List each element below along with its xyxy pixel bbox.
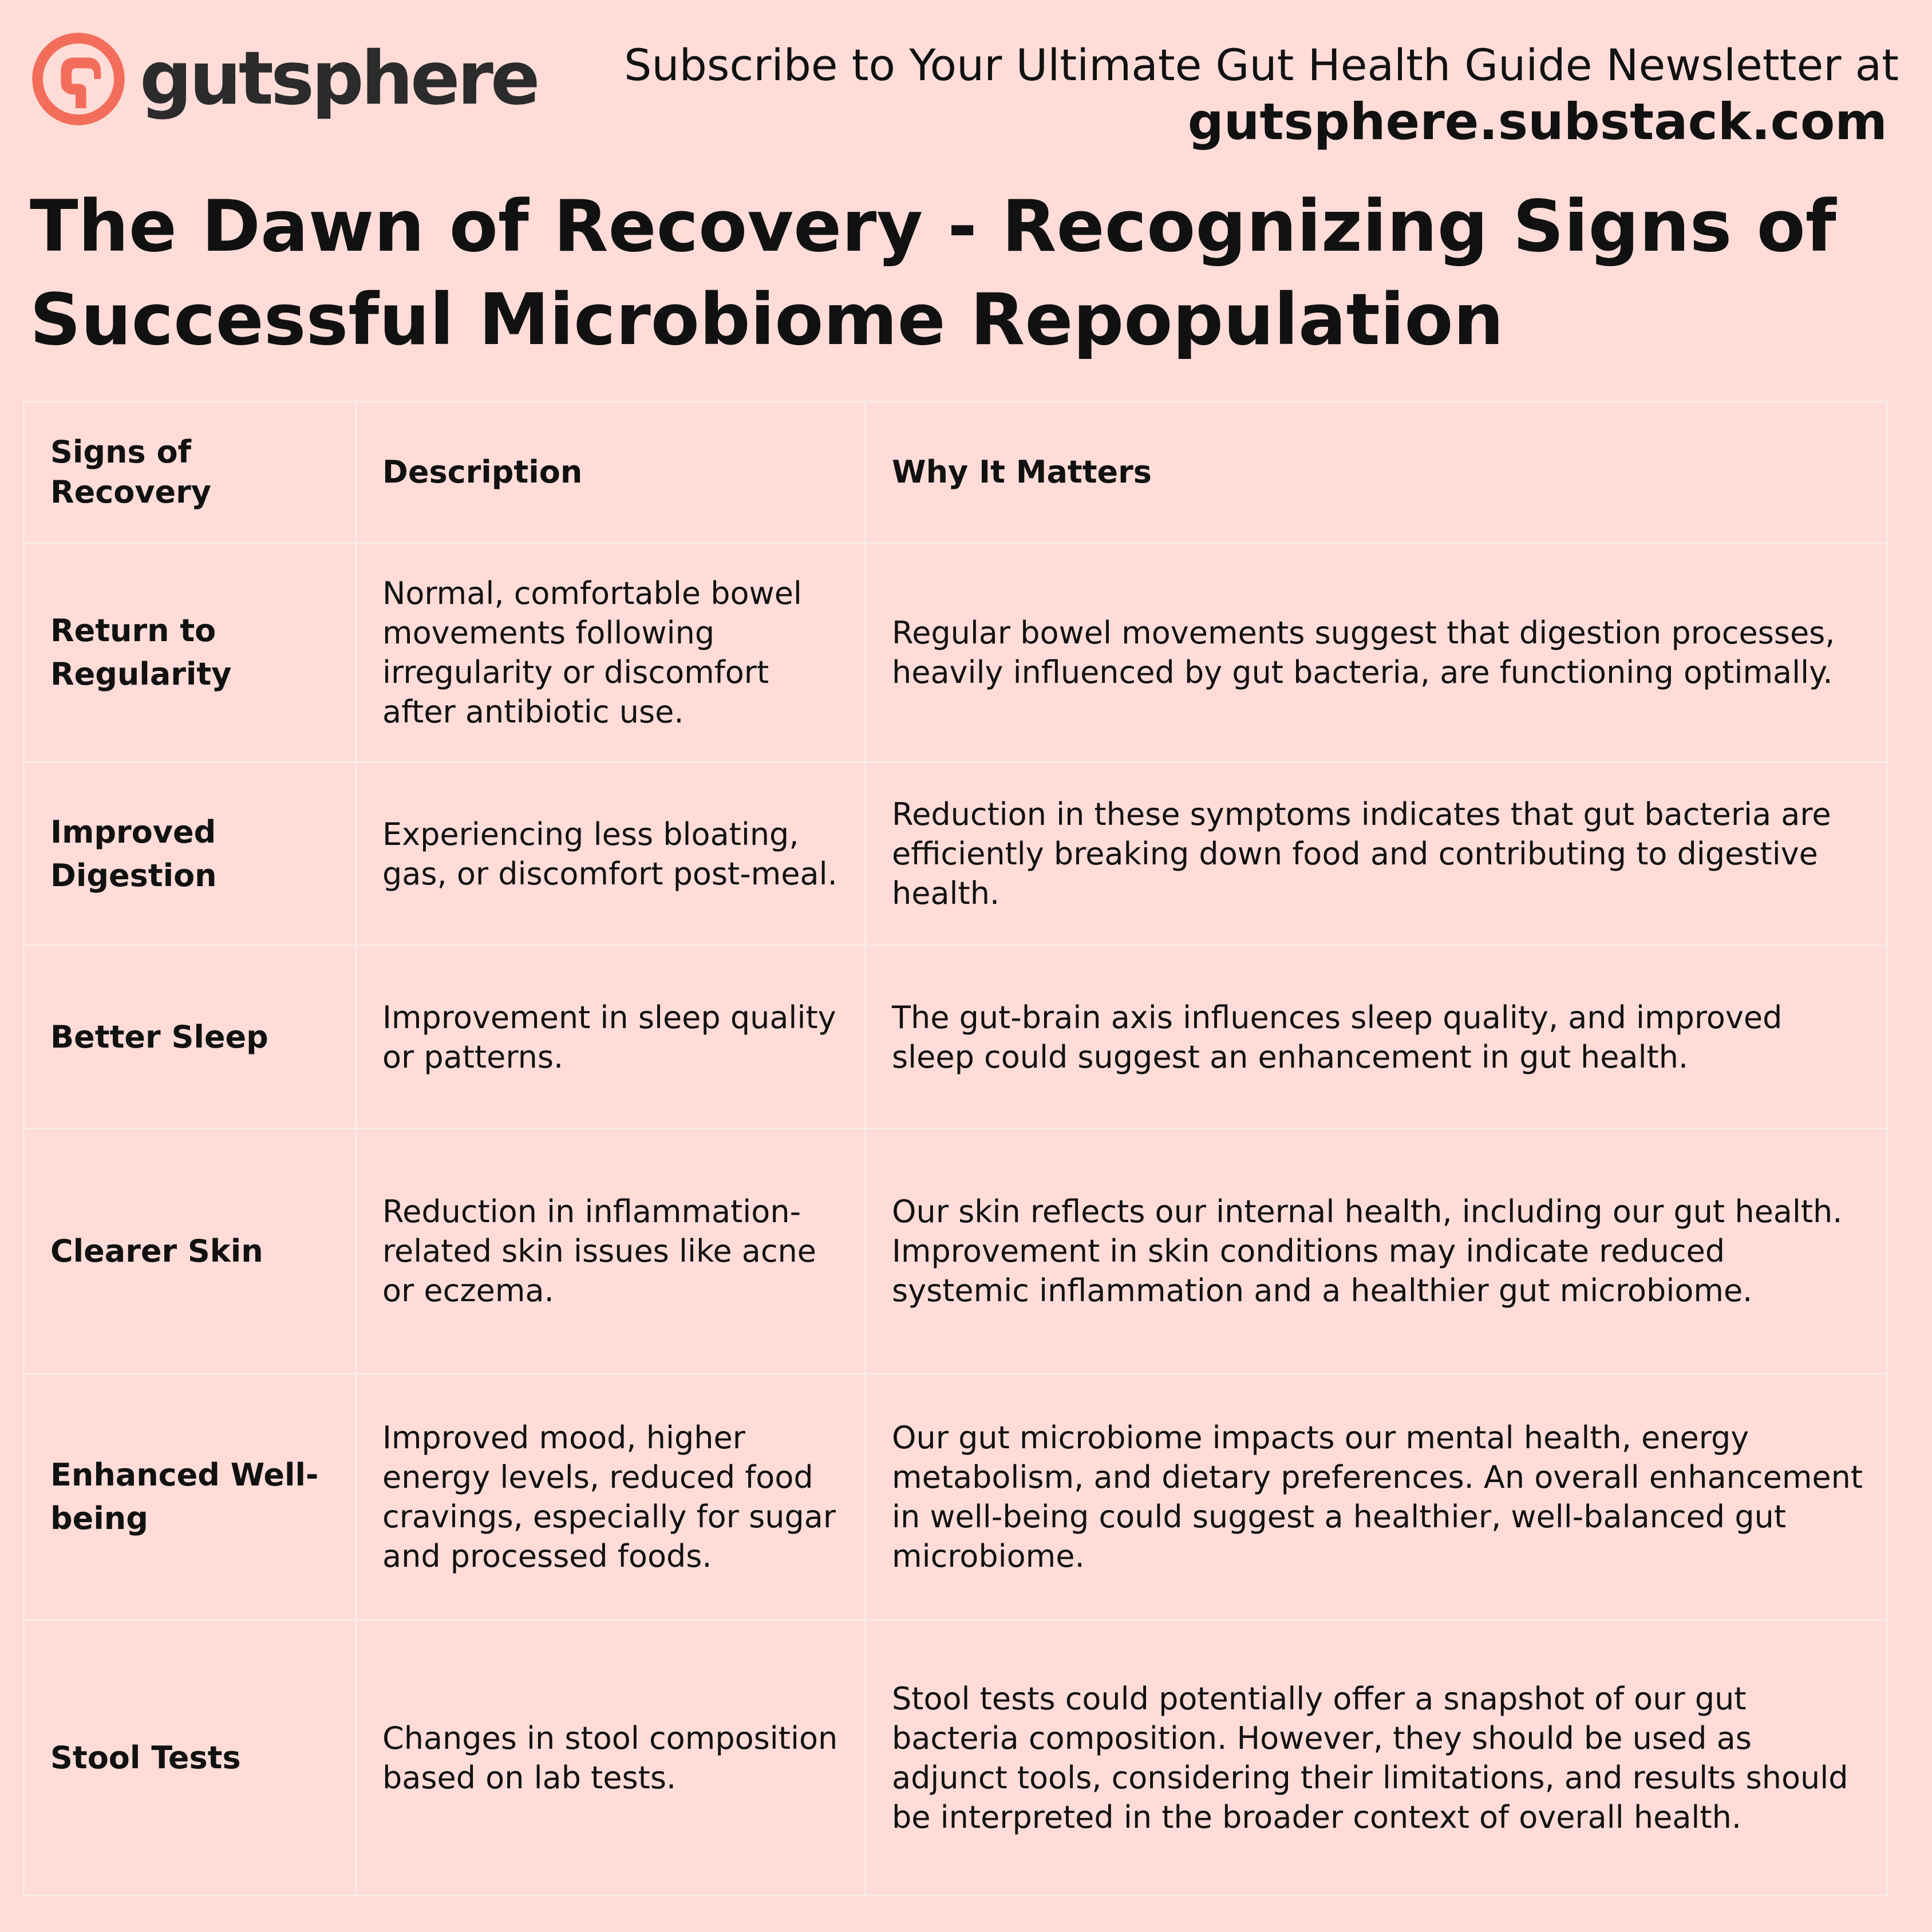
table-row <box>24 1374 1887 1621</box>
description-cell: Reduction in inflammation-related skin issues like acne or eczema. <box>356 1129 866 1374</box>
table-row <box>24 762 1887 946</box>
sign-cell: Enhanced Well-being <box>24 1374 356 1621</box>
sign-cell: Return to Regularity <box>24 543 356 762</box>
header-signs: Signs of Recovery <box>24 402 356 543</box>
header-why: Why It Matters <box>866 402 1887 543</box>
why-cell: Stool tests could potentially offer a snapshot of our gut bacteria composition. However, they should be used as adjunct tools, considering their limitations, and results should be interpreted in the broader context of overall health. <box>866 1621 1887 1896</box>
why-cell: Regular bowel movements suggest that digestion processes, heavily influenced by gut bacteria, are functioning optimally. <box>866 543 1887 762</box>
description-cell: Normal, comfortable bowel movements following irregularity or discomfort after antibiotic use. <box>356 543 866 762</box>
why-cell: Our gut microbiome impacts our mental health, energy metabolism, and dietary preferences. An overall enhancement in well-being could suggest a healthier, well-balanced gut microbiome. <box>866 1374 1887 1621</box>
header-description: Description <box>356 402 866 543</box>
why-cell: Our skin reflects our internal health, including our gut health. Improvement in skin conditions may indicate reduced systemic inflammation and a healthier gut microbiome. <box>866 1129 1887 1374</box>
description-cell: Experiencing less bloating, gas, or discomfort post-meal. <box>356 762 866 946</box>
brand-name: gutsphere <box>140 35 538 121</box>
description-cell: Improved mood, higher energy levels, reduced food cravings, especially for sugar and processed foods. <box>356 1374 866 1621</box>
sign-cell: Improved Digestion <box>24 762 356 946</box>
newsletter-url[interactable]: gutsphere.substack.com <box>1187 92 1887 152</box>
why-cell: The gut-brain axis influences sleep quality, and improved sleep could suggest an enhancement in gut health. <box>866 946 1887 1129</box>
why-cell: Reduction in these symptoms indicates that gut bacteria are efficiently breaking down food and contributing to digestive health. <box>866 762 1887 946</box>
table-header-row <box>24 402 1887 543</box>
table-row <box>24 1129 1887 1374</box>
table-row <box>24 1621 1887 1896</box>
table-row <box>24 543 1887 762</box>
subscribe-banner <box>624 40 1899 150</box>
gut-intestine-icon <box>30 30 127 128</box>
table-row <box>24 946 1887 1129</box>
sign-cell: Stool Tests <box>24 1621 356 1896</box>
subscribe-text: Subscribe to Your Ultimate Gut Health Guide Newsletter at <box>624 39 1899 90</box>
description-cell: Changes in stool composition based on lab tests. <box>356 1621 866 1896</box>
sign-cell: Clearer Skin <box>24 1129 356 1374</box>
brand-logo <box>30 29 538 129</box>
recovery-signs-table <box>23 401 1886 1897</box>
sign-cell: Better Sleep <box>24 946 356 1129</box>
page-title: The Dawn of Recovery - Recognizing Signs of Successful Microbiome Repopulation <box>30 185 1836 361</box>
description-cell: Improvement in sleep quality or patterns. <box>356 946 866 1129</box>
